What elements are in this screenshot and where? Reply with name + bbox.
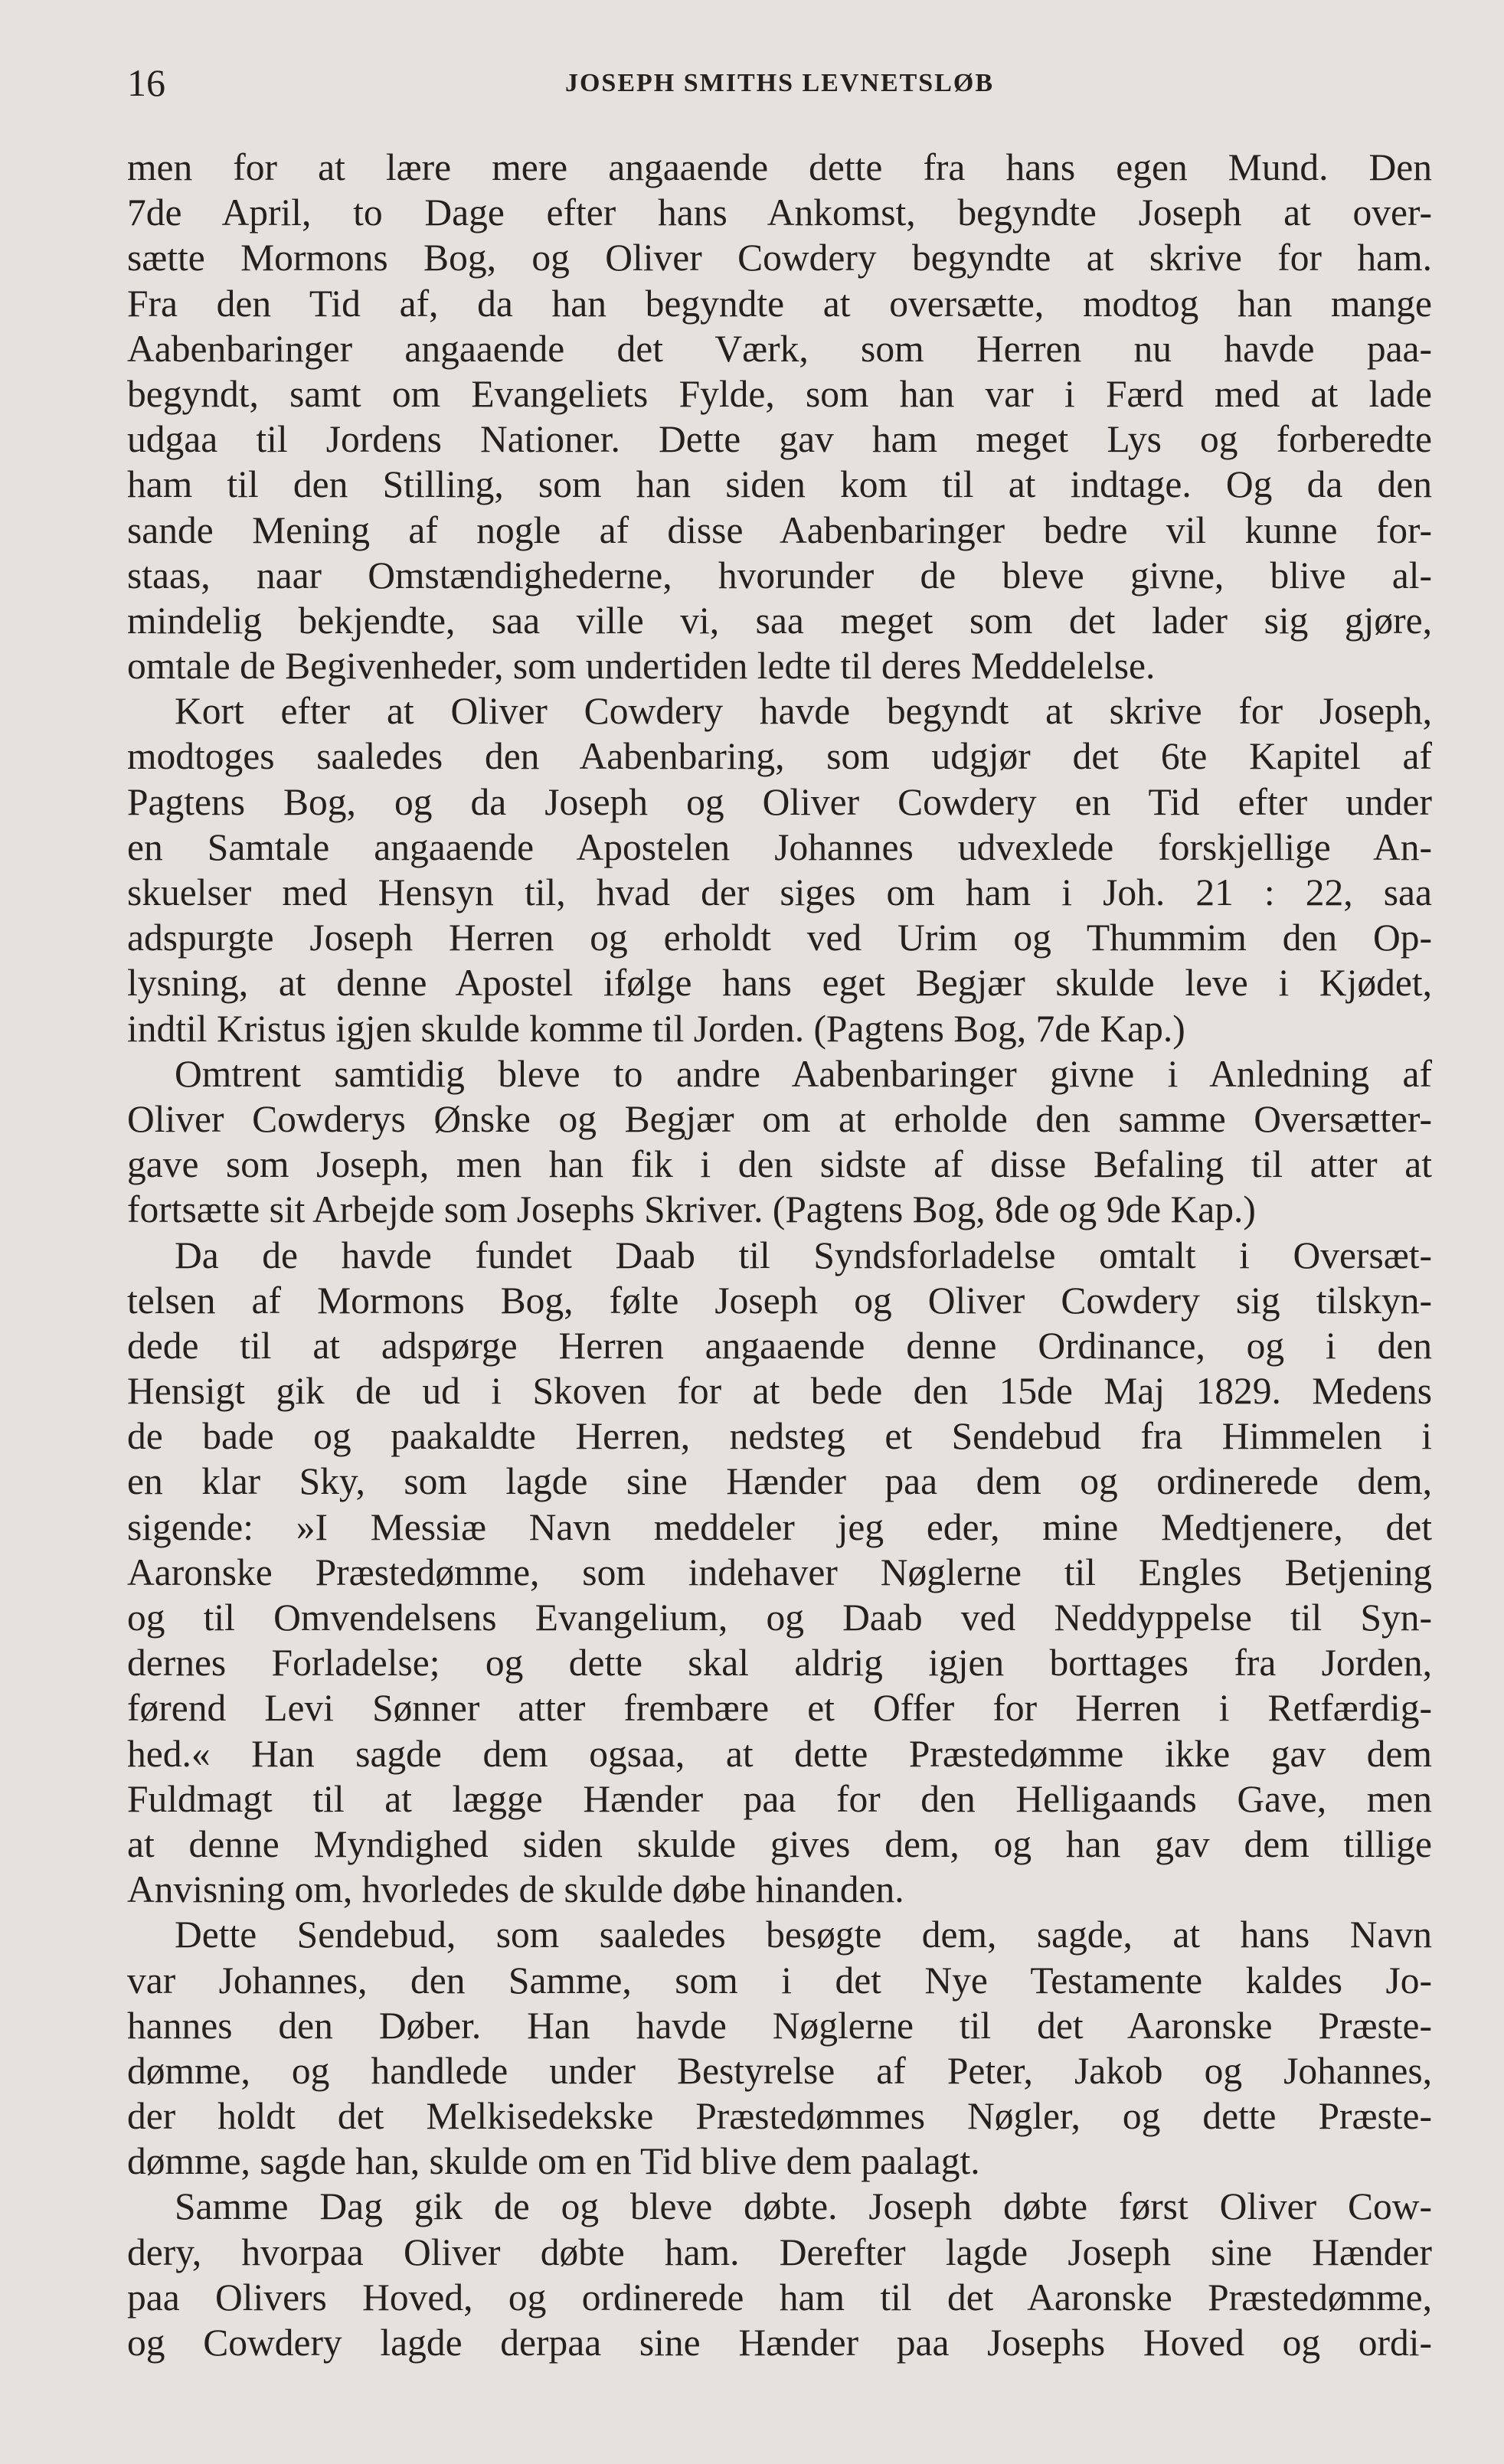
text-line: omtale de Begivenheder, som undertiden ledte til deres Meddelelse. — [127, 645, 1156, 688]
text-line: adspurgte Joseph Herren og erholdt ved Urim og Thummim den Op- — [127, 917, 1432, 959]
text-line: fortsætte sit Arbejde som Josephs Skriver. (Pagtens Bog, 8de og 9de Kap.) — [127, 1188, 1256, 1231]
text-line: en Samtale angaaende Apostelen Johannes udvexlede forskjellige An- — [127, 825, 1432, 868]
text-line: dernes Forladelse; og dette skal aldrig igjen borttages fra Jorden, — [127, 1642, 1432, 1685]
text-line: der holdt det Melkisedekske Præstedømmes Nøgler, og dette Præste- — [127, 2095, 1432, 2138]
text-line: udgaa til Jordens Nationer. Dette gav ham meget Lys og forberedte — [127, 418, 1432, 461]
page-header — [127, 61, 1432, 104]
text-line: Aaronske Præstedømme, som indehaver Nøglerne til Engles Betjening — [127, 1551, 1432, 1593]
text-line: Aabenbaringer angaaende det Værk, som Herren nu havde paa- — [127, 327, 1432, 370]
text-line: Oliver Cowderys Ønske og Begjær om at erholde den samme Oversætter- — [127, 1097, 1432, 1140]
text-line: Pagtens Bog, og da Joseph og Oliver Cowdery en Tid efter under — [127, 780, 1432, 823]
text-line: førend Levi Sønner atter frembære et Offer for Herren i Retfærdig- — [127, 1687, 1432, 1730]
text-line: modtoges saaledes den Aabenbaring, som udgjør det 6te Kapitel af — [127, 735, 1432, 778]
text-line: hed.« Han sagde dem ogsaa, at dette Præstedømme ikke gav dem — [127, 1732, 1432, 1775]
text-line: gave som Joseph, men han fik i den sidste af disse Befaling til atter at — [127, 1143, 1432, 1186]
text-line: indtil Kristus igjen skulde komme til Jorden. (Pagtens Bog, 7de Kap.) — [127, 1007, 1185, 1050]
text-line: var Johannes, den Samme, som i det Nye Testamente kaldes Jo- — [127, 1959, 1432, 2002]
text-line: hannes den Døber. Han havde Nøglerne til det Aaronske Præste- — [127, 2004, 1432, 2047]
text-line: sætte Mormons Bog, og Oliver Cowdery begyndte at skrive for ham. — [127, 237, 1432, 279]
text-line: telsen af Mormons Bog, følte Joseph og Oliver Cowdery sig tilskyn- — [127, 1279, 1432, 1322]
text-line: 7de April, to Dage efter hans Ankomst, begyndte Joseph at over- — [127, 191, 1432, 234]
text-line: Fra den Tid af, da han begyndte at oversætte, modtog han mange — [127, 282, 1432, 325]
text-line: at denne Myndighed siden skulde gives dem, og han gav dem tillige — [127, 1822, 1432, 1865]
text-line: Fuldmagt til at lægge Hænder paa for den Helligaands Gave, men — [127, 1777, 1432, 1820]
text-line: Dette Sendebud, som saaledes besøgte dem, sagde, at hans Navn — [175, 1913, 1432, 1956]
text-line: sande Mening af nogle af disse Aabenbaringer bedre vil kunne for- — [127, 508, 1432, 551]
text-line: ham til den Stilling, som han siden kom til at indtage. Og da den — [127, 463, 1432, 506]
text-line: sigende: »I Messiæ Navn meddeler jeg eder, mine Medtjenere, det — [127, 1505, 1432, 1548]
text-line: skuelser med Hensyn til, hvad der siges om ham i Joh. 21 : 22, saa — [127, 871, 1432, 913]
text-line: dømme, sagde han, skulde om en Tid blive dem paalagt. — [127, 2140, 980, 2183]
text-line: Omtrent samtidig bleve to andre Aabenbaringer givne i Anledning af — [175, 1052, 1432, 1095]
text-line: Kort efter at Oliver Cowdery havde begyndt at skrive for Joseph, — [175, 690, 1432, 733]
text-line: og Cowdery lagde derpaa sine Hænder paa Josephs Hoved og ordi- — [127, 2322, 1432, 2364]
text-line: Hensigt gik de ud i Skoven for at bede den 15de Maj 1829. Medens — [127, 1370, 1432, 1413]
text-line: paa Olivers Hoved, og ordinerede ham til det Aaronske Præstedømme, — [127, 2276, 1432, 2319]
text-line: dede til at adspørge Herren angaaende denne Ordinance, og i den — [127, 1324, 1432, 1367]
text-line: men for at lære mere angaaende dette fra hans egen Mund. Den — [127, 146, 1432, 188]
text-line: og til Omvendelsens Evangelium, og Daab ved Neddyppelse til Syn- — [127, 1596, 1432, 1639]
text-line: de bade og paakaldte Herren, nedsteg et Sendebud fra Himmelen i — [127, 1415, 1432, 1458]
text-line: begyndt, samt om Evangeliets Fylde, som han var i Færd med at lade — [127, 372, 1432, 415]
text-line: Da de havde fundet Daab til Syndsforladelse omtalt i Oversæt- — [175, 1234, 1432, 1276]
text-line: Anvisning om, hvorledes de skulde døbe hinanden. — [127, 1868, 904, 1911]
text-line: dømme, og handlede under Bestyrelse af Peter, Jakob og Johannes, — [127, 2049, 1432, 2092]
body-text — [127, 145, 1432, 2365]
text-line: dery, hvorpaa Oliver døbte ham. Derefter lagde Joseph sine Hænder — [127, 2230, 1432, 2273]
running-title: JOSEPH SMITHS LEVNETSLØB — [564, 69, 995, 97]
text-line: staas, naar Omstændighederne, hvorunder de bleve givne, blive al- — [127, 554, 1432, 596]
text-line: lysning, at denne Apostel ifølge hans eget Begjær skulde leve i Kjødet, — [127, 962, 1432, 1005]
text-line: mindelig bekjendte, saa ville vi, saa meget som det lader sig gjøre, — [127, 599, 1432, 642]
text-line: Samme Dag gik de og bleve døbte. Joseph døbte først Oliver Cow- — [175, 2185, 1432, 2228]
text-line: en klar Sky, som lagde sine Hænder paa dem og ordinerede dem, — [127, 1460, 1432, 1503]
page-number: 16 — [127, 61, 165, 104]
